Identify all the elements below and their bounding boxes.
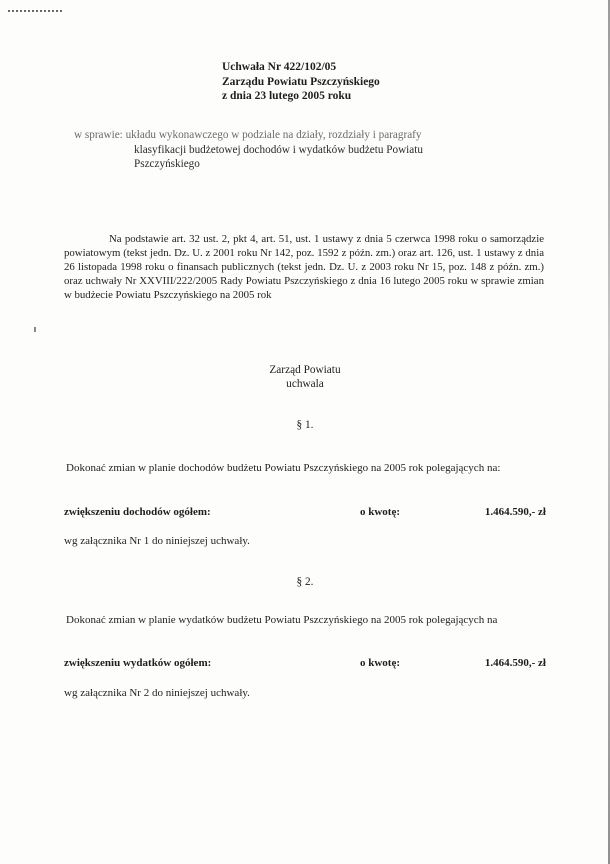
section-2-amount-value: 1.464.590,- zł [484, 657, 546, 669]
section-2-text: Dokonać zmian w planie wydatków budżetu Powiatu Pszczyńskiego na 2005 rok polegających na [66, 614, 498, 626]
subject-line-2: klasyfikacji budżetowej dochodów i wydatków budżetu Powiatu [134, 143, 423, 156]
section-1-attachment: wg załącznika Nr 1 do niniejszej uchwały. [64, 535, 250, 547]
resolution-header [222, 60, 380, 104]
section-1-mark: § 1. [296, 419, 314, 431]
section-2-amount-keyword: o kwotę: [360, 657, 401, 669]
subject-line-3: Pszczyńskiego [134, 158, 200, 170]
section-2-amount-label: zwiększeniu wydatków ogółem: [64, 657, 212, 669]
legal-basis-text: Na podstawie art. 32 ust. 2, pkt 4, art. 51, ust. 1 ustawy z dnia 5 czerwca 1998 roku o samorządzie powiatowym (tekst jedn. Dz. U. z 2001 roku Nr 142, poz. 1592 z późn. zm.) oraz art. 126, ust. 1 ustawy z dnia 26 listopada 1998 roku o finansach publicznych (tekst jedn. Dz. U. z 2003 roku Nr 15, poz. 148 z późn. zm.) oraz uchwały Nr XXVIII/222/2005 Rady Powiatu Pszczyńskiego z dnia 16 lutego 2005 roku w sprawie zmian w budżecie Powiatu Pszczyńskiego na 2005 rok [64, 233, 544, 302]
section-1-amount-value: 1.464.590,- zł [484, 506, 546, 518]
section-1-amount-keyword: o kwotę: [360, 506, 401, 518]
subject-prefix: w sprawie: [74, 129, 123, 141]
legal-basis-paragraph [64, 232, 544, 302]
section-1-amount-label: zwiększeniu dochodów ogółem: [64, 506, 211, 518]
resolution-subject [74, 128, 423, 172]
issuing-body: Zarządu Powiatu Pszczyńskiego [222, 75, 380, 88]
scan-corner-mark [8, 10, 62, 12]
resolution-verb: uchwala [286, 378, 324, 390]
section-1-amount-row [64, 506, 546, 520]
section-2-attachment: wg załącznika Nr 2 do niniejszej uchwały. [64, 687, 250, 699]
resolution-body: Zarząd Powiatu [269, 364, 341, 376]
subject-line-1: układu wykonawczego w podziale na działy, rozdziały i paragrafy [125, 129, 422, 141]
margin-mark [34, 327, 36, 332]
resolution-number: Uchwała Nr 422/102/05 [222, 61, 337, 73]
section-2-mark: § 2. [296, 576, 314, 588]
section-2-amount-row [64, 657, 546, 671]
section-1-text: Dokonać zmian w planie dochodów budżetu Powiatu Pszczyńskiego na 2005 rok polegających na: [66, 462, 501, 474]
resolution-date: z dnia 23 lutego 2005 roku [222, 90, 352, 102]
